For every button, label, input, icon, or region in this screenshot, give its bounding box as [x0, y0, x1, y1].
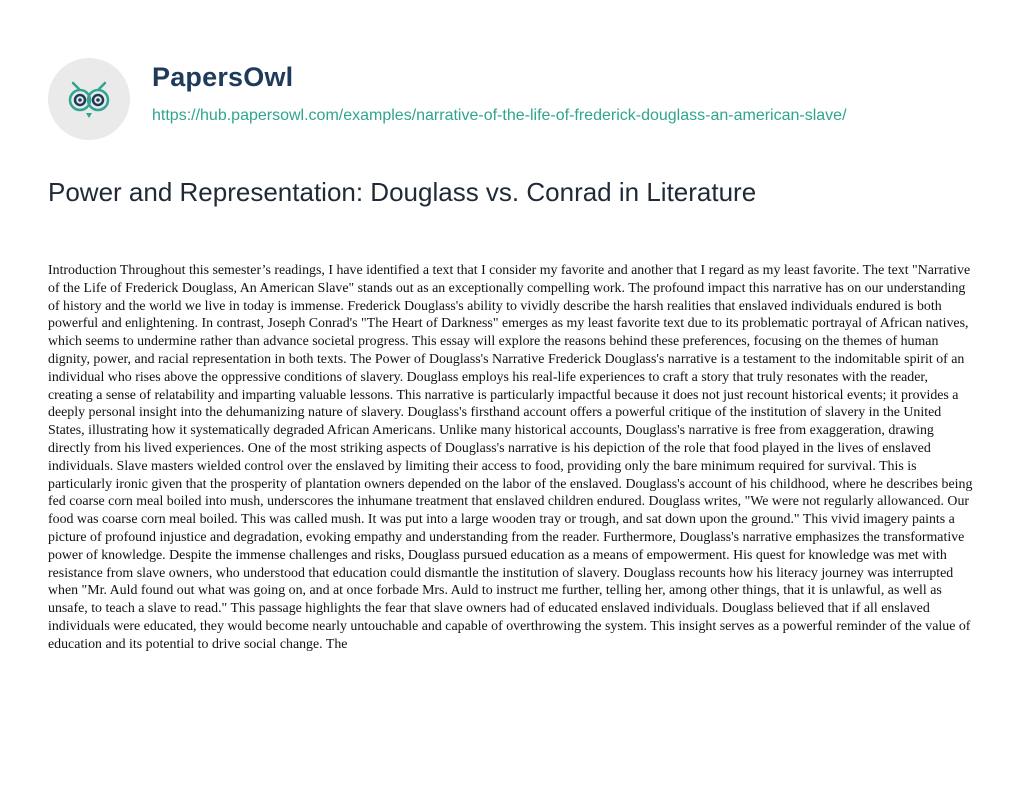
- essay-body: Introduction Throughout this semester’s readings, I have identified a text that I consider my favorite and another that I regard as my least favorite. The text "Narrative of the Life of Frederick Douglass, An American Slave" stands out as an exceptionally compelling work. The profound impact this narrative has on our understanding of history and the world we live in today is immense. Frederick Douglass's ability to vividly describe the harsh realities that enslaved individuals endured is both powerful and enlightening. In contrast, Joseph Conrad's "The Heart of Darkness" emerges as my least favorite text due to its problematic portrayal of African natives, which seems to undermine rather than advance societal progress. This essay will explore the reasons behind these preferences, focusing on the themes of human dignity, power, and racial representation in both texts. The Power of Douglass's Narrative Frederick Douglass's narrative is a testament to the indomitable spirit of an individual who rises above the oppressive conditions of slavery. Douglass employs his real-life experiences to craft a story that truly resonates with the reader, creating a sense of relatability and imparting valuable lessons. This narrative is particularly impactful because it does not just recount historical events; it provides a deeply personal insight into the dehumanizing nature of slavery. Douglass's firsthand account offers a powerful critique of the institution of slavery in the United States, illustrating how it systematically degraded African Americans. Unlike many historical accounts, Douglass's narrative is free from exaggeration, drawing directly from his lived experiences. One of the most striking aspects of Douglass's narrative is his depiction of the role that food played in the lives of enslaved individuals. Slave masters wielded control over the enslaved by limiting their access to food, providing only the bare minimum required for survival. This is particularly ironic given that the prosperity of plantation owners depended on the labor of the enslaved. Douglass's account of his childhood, where he describes being fed coarse corn meal boiled into mush, underscores the inhumane treatment that enslaved children endured. Douglass writes, "We were not regularly allowanced. Our food was coarse corn meal boiled. This was called mush. It was put into a large wooden tray or trough, and sat down upon the ground." This vivid imagery paints a picture of profound injustice and degradation, evoking empathy and understanding from the reader. Furthermore, Douglass's narrative emphasizes the transformative power of knowledge. Despite the immense challenges and risks, Douglass pursued education as a means of empowerment. His quest for knowledge was met with resistance from slave owners, who understood that education could dismantle the institution of slavery. Douglass recounts how his literacy journey was interrupted when "Mr. Auld found out what was going on, and at once forbade Mrs. Auld to instruct me further, telling her, among other things, that it is unlawful, as well as unsafe, to teach a slave to read." This passage highlights the fear that slave owners had of educated enslaved individuals. Douglass believed that if all enslaved individuals were educated, they would become nearly untouchable and capable of overthrowing the system. This insight serves as a powerful reminder of the value of education and its potential to drive social change. The: [48, 263, 973, 652]
- brand-name[interactable]: PapersOwl: [152, 62, 294, 92]
- owl-logo-svg: [59, 69, 119, 129]
- owl-logo-icon[interactable]: [48, 58, 130, 140]
- page-title: Power and Representation: Douglass vs. Conrad in Literature: [48, 177, 757, 207]
- source-url-link[interactable]: https://hub.papersowl.com/examples/narrative-of-the-life-of-frederick-douglass-an-american-slave/: [152, 107, 847, 124]
- site-header: [48, 58, 988, 158]
